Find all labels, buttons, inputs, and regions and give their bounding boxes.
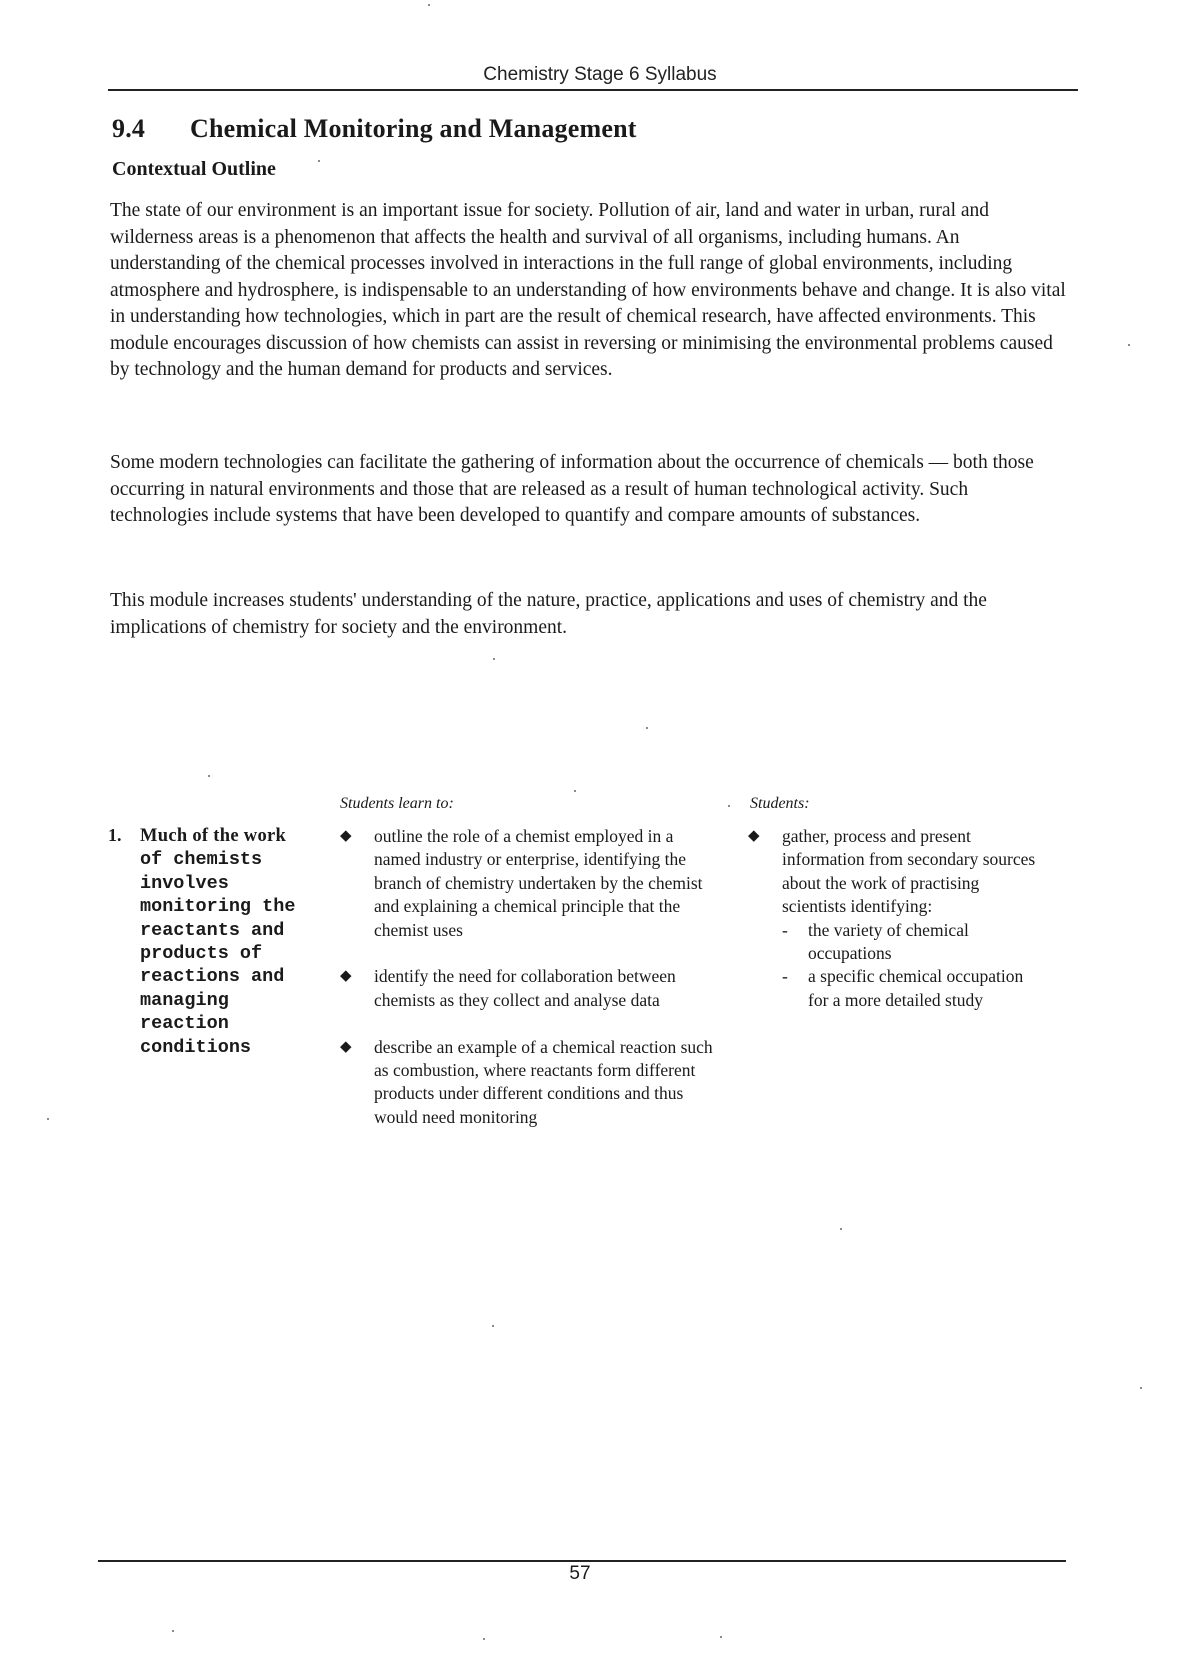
- scan-speck: [428, 4, 430, 6]
- item-number: 1.: [108, 825, 122, 845]
- dash-bullet-icon: -: [782, 919, 788, 940]
- scan-speck: [720, 1636, 722, 1638]
- scan-speck: [492, 1325, 494, 1327]
- students-bullet-item: [748, 825, 1047, 919]
- learn-bullet-text: outline the role of a chemist employed in a named industry or enterprise, identifying the branch of chemistry undertaken by the chemist and explaining a chemical principle that the chemist uses: [374, 826, 703, 940]
- students-heading: Students:: [750, 795, 810, 812]
- diamond-bullet-icon: ◆: [340, 1038, 352, 1055]
- outline-paragraph-3: This module increases students' understanding of the nature, practice, applications and uses of chemistry and the implications of chemistry for society and the environment.: [110, 590, 987, 638]
- page-number: 57: [569, 1563, 591, 1584]
- scan-speck: [483, 1638, 485, 1640]
- footer-rule: [98, 1560, 1066, 1562]
- learn-bullet-list: [340, 825, 724, 1129]
- diamond-bullet-icon: ◆: [340, 968, 352, 985]
- learn-bullet-text: describe an example of a chemical reaction such as combustion, where reactants form different products under different conditions and thus would need monitoring: [374, 1036, 713, 1127]
- diamond-bullet-icon: ◆: [340, 828, 352, 844]
- item-title-line: monitoring the: [140, 896, 296, 918]
- section-heading: [112, 114, 637, 144]
- students-learn-to-heading: Students learn to:: [340, 795, 454, 812]
- item-title: [140, 825, 340, 1059]
- learn-bullet-item: [340, 825, 724, 942]
- item-title-line: reactions and: [140, 966, 285, 988]
- scan-speck: [574, 790, 576, 792]
- item-title-line: reactants and: [140, 919, 285, 941]
- scan-speck: [493, 658, 495, 660]
- section-number: 9.4: [112, 114, 146, 143]
- header-rule: [108, 89, 1078, 91]
- item-title-line: managing: [140, 989, 229, 1011]
- outline-paragraph-2: Some modern technologies can facilitate the gathering of information about the occurrence of chemicals — both those occurring in natural environments and those that are released as a result of human technological activity. Such technologies include systems that have been developed to quantify and compare amounts of substances.: [110, 452, 1034, 526]
- students-subitem-text: the variety of chemical occupations: [808, 919, 969, 964]
- scan-speck: [318, 160, 320, 162]
- scan-speck: [208, 775, 210, 777]
- students-bullet-list: [748, 825, 1047, 919]
- item-title-line: involves: [140, 872, 229, 894]
- item-title-line: reaction: [140, 1013, 229, 1035]
- item-title-line: of chemists: [140, 849, 263, 871]
- section-title: Chemical Monitoring and Management: [190, 114, 637, 143]
- students-subitem: [782, 965, 1047, 1012]
- scan-speck: [728, 805, 730, 807]
- scan-speck: [1140, 1387, 1142, 1389]
- item-title-line: Much of the work: [140, 826, 287, 846]
- item-title-line: products of: [140, 943, 263, 965]
- scan-speck: [1128, 344, 1130, 346]
- outline-paragraph-1: The state of our environment is an important issue for society. Pollution of air, land and water in urban, rural and wilderness areas is a phenomenon that affects the health and survival of all organisms, including humans. An understanding of the chemical processes involved in interactions in the full range of global environments, including atmosphere and hydrosphere, is indispensable to an understanding of how environments behave and change. It is also vital in understanding how technologies, which in part are the result of chemical research, have affected environments. This module encourages discussion of how chemists can assist in reversing or minimising the environmental problems caused by technology and the human demand for products and services.: [110, 200, 1066, 380]
- learn-bullet-text: identify the need for collaboration between chemists as they collect and analyse data: [374, 966, 676, 1010]
- students-subitem: [782, 919, 1047, 966]
- scan-speck: [47, 1118, 49, 1120]
- scan-speck: [840, 1228, 842, 1230]
- diamond-bullet-icon: ◆: [748, 828, 760, 844]
- running-header: Chemistry Stage 6 Syllabus: [483, 64, 717, 85]
- scan-speck: [646, 727, 648, 729]
- students-subitem-text: a specific chemical occupation for a more detailed study: [808, 966, 1024, 1010]
- learn-bullet-item: [340, 1036, 724, 1130]
- learn-column: [340, 825, 724, 1153]
- dash-bullet-icon: -: [782, 966, 788, 987]
- students-bullet-text: gather, process and present information from secondary sources about the work of practising scientists identifying:: [782, 826, 1036, 917]
- item-title-line: conditions: [140, 1036, 252, 1058]
- scan-speck: [172, 1630, 174, 1632]
- learn-bullet-item: [340, 965, 724, 1012]
- students-column: [748, 825, 1047, 1012]
- contextual-outline-heading: Contextual Outline: [112, 158, 276, 180]
- students-sublist: [782, 919, 1047, 1013]
